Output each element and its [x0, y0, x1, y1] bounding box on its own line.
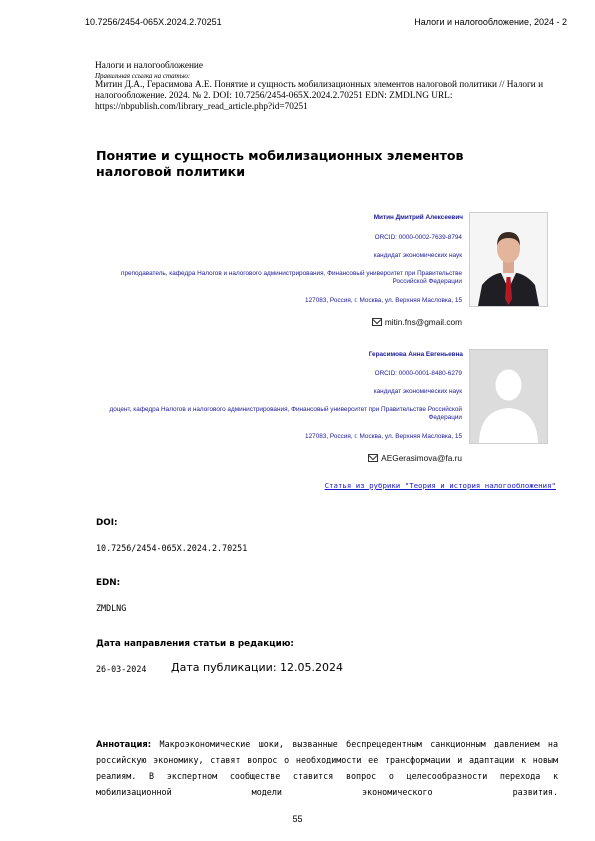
author-address: 127083, Россия, г. Москва, ул. Верхняя Масловка, 15 — [305, 433, 462, 440]
author-position: преподаватель, кафедра Налогов и налогового администрирования, Финансовый университет при Правительстве Российской Федерации — [121, 270, 462, 285]
submission-date-value: 26-03-2024 — [96, 664, 147, 674]
envelope-icon — [372, 318, 382, 326]
edn-label: EDN: — [96, 578, 121, 588]
edn-value: ZMDLNG — [96, 603, 127, 613]
rubric-link[interactable]: Статья из рубрики "Теория и история налогообложения" — [324, 481, 556, 490]
citation-block — [95, 61, 563, 113]
person-silhouette-icon — [470, 350, 547, 443]
publication-date: Дата публикации: 12.05.2024 — [171, 661, 343, 674]
correct-link-label: Правильная ссылка на статью: — [95, 72, 191, 80]
journal-name: Налоги и налогообложение — [95, 61, 204, 71]
author-email[interactable] — [368, 453, 462, 463]
citation-text: Митин Д.А., Герасимова А.Е. Понятие и сущность мобилизационных элементов налоговой политики // Налоги и налогообложение. 2024. № 2. DOI: 10.7256/2454-065X.2024.2.70251 EDN: ZMDLNG URL: https://nbpublish.com/library_read_article.php?id=70251 — [95, 80, 544, 112]
author-degree: кандидат экономических наук — [373, 388, 462, 395]
author-orcid[interactable]: ORCID: 0000-0002-7639-8794 — [374, 234, 462, 241]
author-email-text[interactable]: mitin.fns@gmail.com — [384, 317, 462, 327]
doi-value: 10.7256/2454-065X.2024.2.70251 — [96, 543, 248, 553]
author-orcid[interactable]: ORCID: 0000-0001-8480-6279 — [374, 370, 462, 377]
author-position: доцент, кафедра Налогов и налогового администрирования, Финансовый университет при Правительстве Российской Федерации — [109, 406, 462, 421]
author-photo-placeholder — [469, 349, 548, 444]
man-portrait-icon — [470, 213, 547, 306]
page-number: 55 — [292, 814, 303, 824]
article-title: Понятие и сущность мобилизационных элементов налоговой политики — [96, 148, 464, 179]
author-name[interactable]: Митин Дмитрий Алексеевич — [373, 214, 463, 221]
doi-label: DOI: — [96, 518, 118, 528]
abstract-label: Аннотация: — [96, 739, 152, 749]
author-email-text[interactable]: AEGerasimova@fa.ru — [381, 453, 462, 463]
author-name[interactable]: Герасимова Анна Евгеньевна — [368, 351, 463, 358]
author-address: 127083, Россия, г. Москва, ул. Верхняя Масловка, 15 — [305, 297, 462, 304]
running-header-doi: 10.7256/2454-065X.2024.2.70251 — [85, 17, 222, 27]
author-degree: кандидат экономических наук — [373, 252, 462, 259]
abstract — [96, 736, 558, 800]
author-photo — [469, 212, 548, 307]
running-header-journal: Налоги и налогообложение, 2024 - 2 — [414, 17, 567, 27]
abstract-text: Макроэкономические шоки, вызванные беспрецедентным санкционным давлением на российскую экономику, ставят вопрос о необходимости ее трансформации и адаптации к новым реалиям. В экспертном сообществе ставится вопрос о целесообразности перехода к мобилизационной модели экономического развития. — [96, 739, 558, 797]
author-email[interactable] — [372, 317, 462, 327]
submission-date-label: Дата направления статьи в редакцию: — [96, 639, 294, 649]
envelope-icon — [368, 454, 378, 462]
